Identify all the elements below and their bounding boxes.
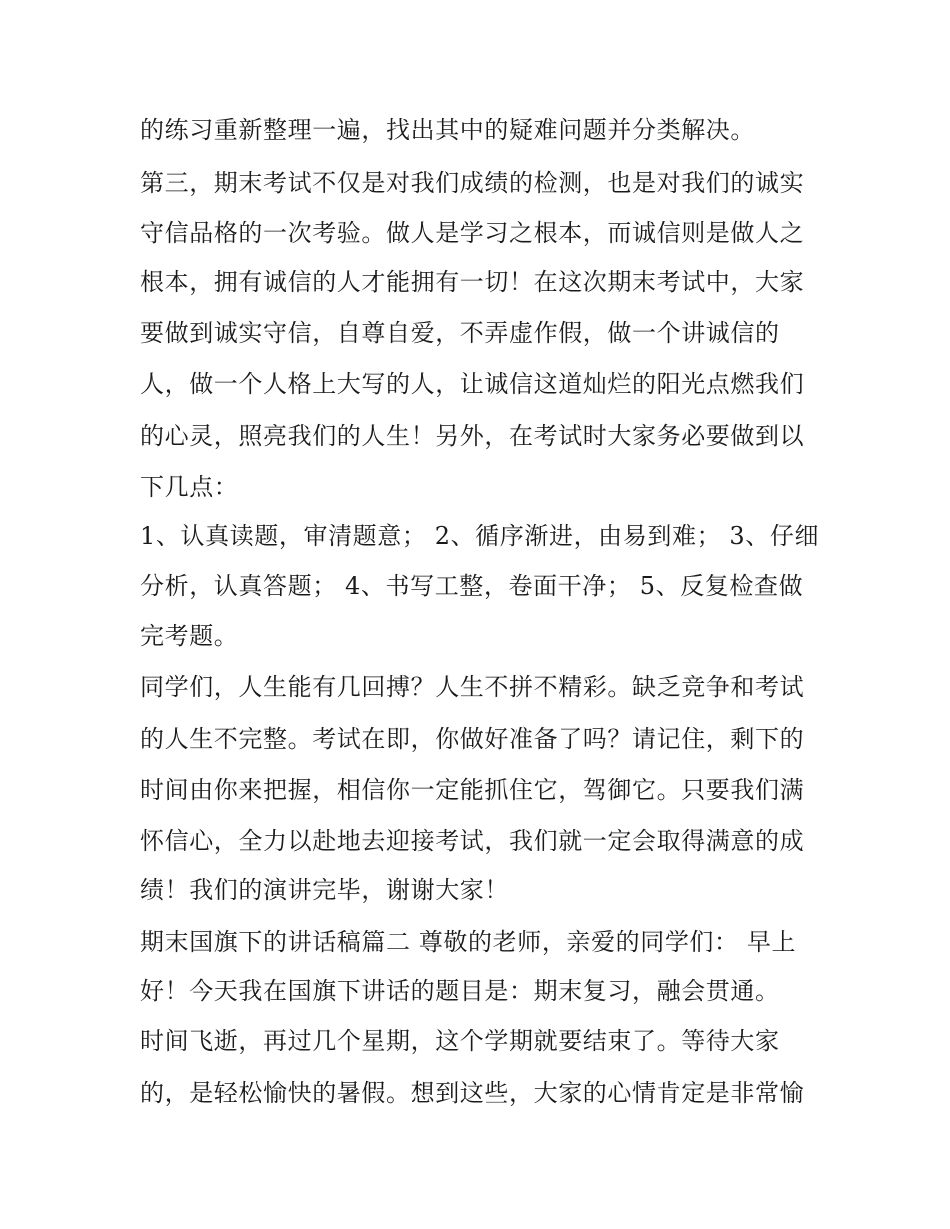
text-line: 第三，期末考试不仅是对我们成绩的检测，也是对我们的诚实 xyxy=(140,169,805,197)
text-line: 同学们，人生能有几回搏？人生不拼不精彩。缺乏竞争和考试 xyxy=(140,673,805,701)
text-line: 时间由你来把握，相信你一定能抓住它，驾御它。只要我们满 xyxy=(140,776,805,804)
text-line: 期末国旗下的讲话稿篇二 尊敬的老师，亲爱的同学们： 早上 xyxy=(140,928,797,956)
text-line: 好！今天我在国旗下讲话的题目是：期末复习，融会贯通。 xyxy=(140,977,780,1005)
text-line: 1、认真读题，审清题意； 2、循序渐进，由易到难； 3、仔细 xyxy=(140,522,820,550)
text-line: 怀信心，全力以赴地去迎接考试，我们就一定会取得满意的成 xyxy=(140,827,805,855)
text-line: 的心灵，照亮我们的人生！另外，在考试时大家务必要做到以 xyxy=(140,422,805,450)
text-line: 的人生不完整。考试在即，你做好准备了吗？请记住，剩下的 xyxy=(140,725,805,753)
text-line: 要做到诚实守信，自尊自爱，不弄虚作假，做一个讲诚信的 xyxy=(140,319,780,347)
text-line: 完考题。 xyxy=(140,622,239,650)
text-line: 的练习重新整理一遍，找出其中的疑难问题并分类解决。 xyxy=(140,116,755,144)
text-line: 时间飞逝，再过几个星期，这个学期就要结束了。等待大家 xyxy=(140,1027,780,1055)
text-line: 的，是轻松愉快的暑假。想到这些，大家的心情肯定是非常愉 xyxy=(140,1079,805,1107)
text-line: 绩！我们的演讲完毕，谢谢大家！ xyxy=(140,876,509,904)
text-line: 人，做一个人格上大写的人，让诚信这道灿烂的阳光点燃我们 xyxy=(140,370,805,398)
text-line: 分析，认真答题； 4、书写工整，卷面干净； 5、反复检查做 xyxy=(140,572,804,600)
text-line: 下几点： xyxy=(140,473,239,501)
text-line: 守信品格的一次考验。做人是学习之根本，而诚信则是做人之 xyxy=(140,219,805,247)
text-line: 根本，拥有诚信的人才能拥有一切！在这次期末考试中，大家 xyxy=(140,268,805,296)
